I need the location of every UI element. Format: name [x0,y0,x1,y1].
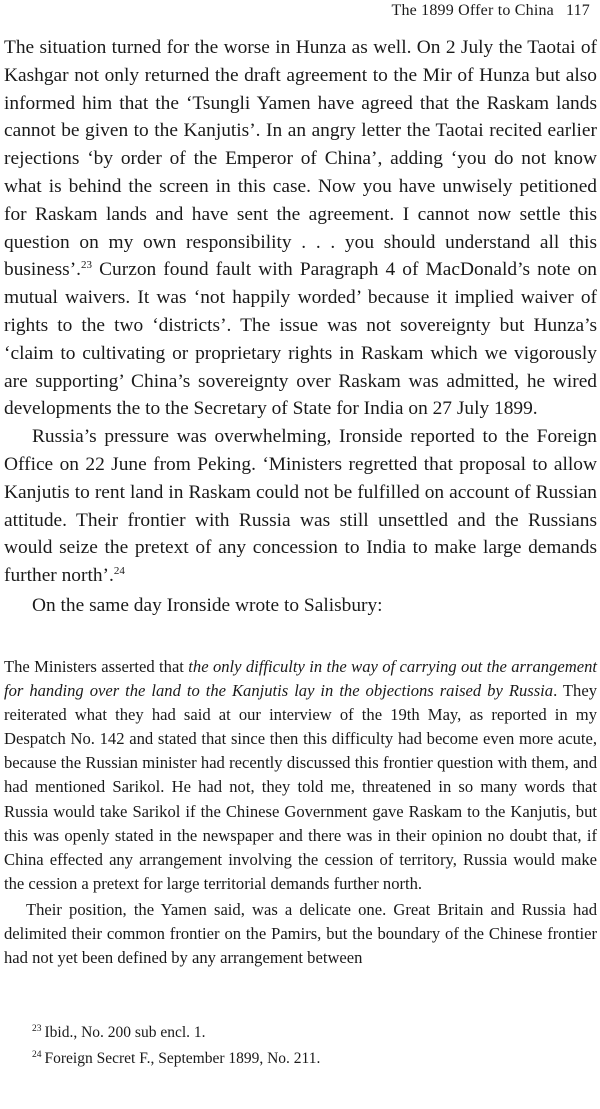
quote-paragraph: Their position, the Yamen said, was a delicate one. Great Britain and Russia had delimited their common frontier on the Pamirs, but the boundary of the Chinese frontier had not yet been defined by any arrangement between [4,899,597,968]
footnote [32,1020,592,1046]
body-text [4,34,597,620]
running-head [391,0,590,22]
quote-text: The Ministers asserted that [4,657,189,676]
footnote-text: Foreign Secret F., September 1899, No. 211. [44,1050,321,1067]
footnote-number: 24 [32,1050,42,1060]
page-number: 117 [565,2,590,19]
paragraph: On the same day Ironside wrote to Salisbury: [32,594,383,616]
footnote [32,1046,592,1072]
running-title: The 1899 Offer to China [391,2,554,19]
footnote-ref: 24 [113,565,125,578]
quote-emphasis: the only difficulty in the way of carrying out the arrangement for handing over the land to the Kanjutis lay in the objections raised by Russia [4,657,597,701]
paragraph [4,34,597,423]
paragraph-text: Russia’s pressure was overwhelming, Ironside reported to the Foreign Office on 22 June from Peking. ‘Ministers regretted that proposal to allow Kanjutis to rent land in Raskam could not be fulfilled on account of Russian attitude. Their frontier with Russia was still unsettled and the Russians would seize the pretext of any concession to India to make large demands further north’. [4,426,597,587]
footnote-ref: 23 [81,259,93,272]
footnotes [32,1020,592,1072]
paragraph [4,423,597,590]
footnote-number: 23 [32,1024,42,1034]
quote-text: . They reiterated what they had said at our interview of the 19th May, as reported in my Despatch No. 142 and stated that since then this difficulty had become even more acute, because the Russian minister had recently discussed this frontier question with them, and had mentioned Sarikol. He had not, they told me, threatened in so many words that Russia would take Sarikol if the Chinese Government gave Raskam to the Kanjutis, but this was openly stated in the newspaper and there was in their opinion no doubt that, if China effected any arrangement involving the cession of territory, Russia would make the cession a pretext for large territorial demands further north. [4,681,597,893]
paragraph-text: Curzon found fault with Paragraph 4 of MacDonald’s note on mutual waivers. It was ‘not happily worded’ because it implied waiver of rights to the two ‘districts’. The issue was not sovereignty but Hunza’s ‘claim to cultivating or proprietary rights in Raskam which we vigorously are supporting’ China’s sovereignty over Raskam was admitted, he wired developments the to the Secretary of State for India on 27 July 1899. [4,259,597,420]
footnote-text: Ibid., No. 200 sub encl. 1. [44,1024,206,1041]
quote-paragraph [4,655,597,896]
paragraph-text: The situation turned for the worse in Hunza as well. On 2 July the Taotai of Kashgar not only returned the draft agreement to the Mir of Hunza but also informed him that the ‘Tsungli Yamen have agreed that the Raskam lands cannot be given to the Kanjutis’. In an angry letter the Taotai recited earlier rejections ‘by order of the Emperor of China’, adding ‘you do not know what is behind the screen in this case. Now you have unwisely petitioned for Raskam lands and have sent the agreement. I cannot now settle this question on my own responsibility . . . you should understand all this business’. [4,37,597,281]
block-quote [4,655,597,970]
